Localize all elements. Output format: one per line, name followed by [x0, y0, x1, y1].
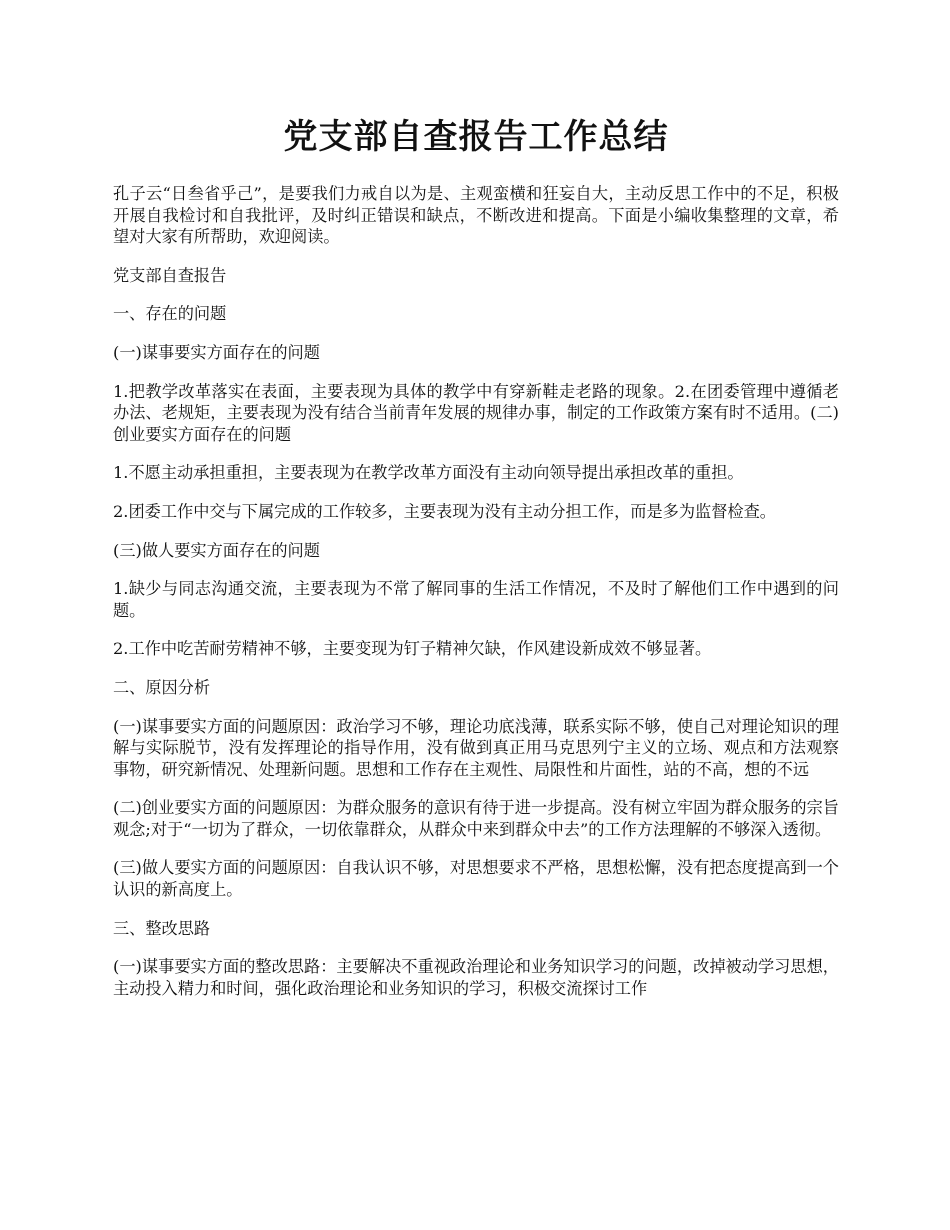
body-paragraph: 2.工作中吃苦耐劳精神不够，主要变现为钉子精神欠缺，作风建设新成效不够显著。 [113, 639, 712, 659]
body-paragraph: 2.团委工作中交与下属完成的工作较多，主要表现为没有主动分担工作，而是多为监督检查。 [113, 501, 776, 521]
body-paragraph: (一)谋事要实方面的问题原因：政治学习不够，理论功底浅薄，联系实际不够，使自己对理论知识的理解与实际脱节，没有发挥理论的指导作用，没有做到真正用马克思列宁主义的立场、观点和方法观察事物，研究新情况、处理新问题。思想和工作存在主观性、局限性和片面性，站的不高，想的不远 [113, 716, 839, 779]
subheading-planning: (一)谋事要实方面存在的问题 [113, 342, 320, 362]
section-heading-problems: 一、存在的问题 [113, 304, 227, 324]
section-heading-report: 党支部自查报告 [113, 265, 227, 285]
intro-paragraph: 孔子云“日叁省乎己”，是要我们力戒自以为是、主观蛮横和狂妄自大，主动反思工作中的不足，积极开展自我检讨和自我批评，及时纠正错误和缺点，不断改进和提高。下面是小编收集整理的文章，希望对大家有所帮助，欢迎阅读。 [113, 184, 839, 247]
body-paragraph: (一)谋事要实方面的整改思路：主要解决不重视政治理论和业务知识学习的问题，改掉被动学习思想，主动投入精力和时间，强化政治理论和业务知识的学习，积极交流探讨工作 [113, 957, 839, 998]
subheading-conduct: (三)做人要实方面存在的问题 [113, 540, 320, 560]
body-paragraph: (二)创业要实方面的问题原因：为群众服务的意识有待于进一步提高。没有树立牢固为群众服务的宗旨观念;对于“一切为了群众，一切依靠群众，从群众中来到群众中去”的工作方法理解的不够深入透彻。 [113, 798, 839, 839]
document-title: 党支部自查报告工作总结 [283, 117, 669, 157]
body-paragraph: (三)做人要实方面的问题原因：自我认识不够，对思想要求不严格，思想松懈，没有把态度提高到一个认识的新高度上。 [113, 858, 839, 900]
body-paragraph: 1.不愿主动承担重担，主要表现为在教学改革方面没有主动向领导提出承担改革的重担。 [113, 463, 744, 483]
document-page [113, 0, 839, 1016]
document-body [113, 183, 839, 999]
body-paragraph: 1.把教学改革落实在表面，主要表现为具体的教学中有穿新鞋走老路的现象。2.在团委管理中遵循老办法、老规矩，主要表现为没有结合当前青年发展的规律办事，制定的工作政策方案有时不适用。(二)创业要实方面存在的问题 [113, 381, 839, 444]
body-paragraph: 1.缺少与同志沟通交流，主要表现为不常了解同事的生活工作情况，不及时了解他们工作中遇到的问题。 [113, 579, 839, 620]
section-heading-causes: 二、原因分析 [113, 677, 211, 697]
section-heading-rectification: 三、整改思路 [113, 918, 211, 938]
